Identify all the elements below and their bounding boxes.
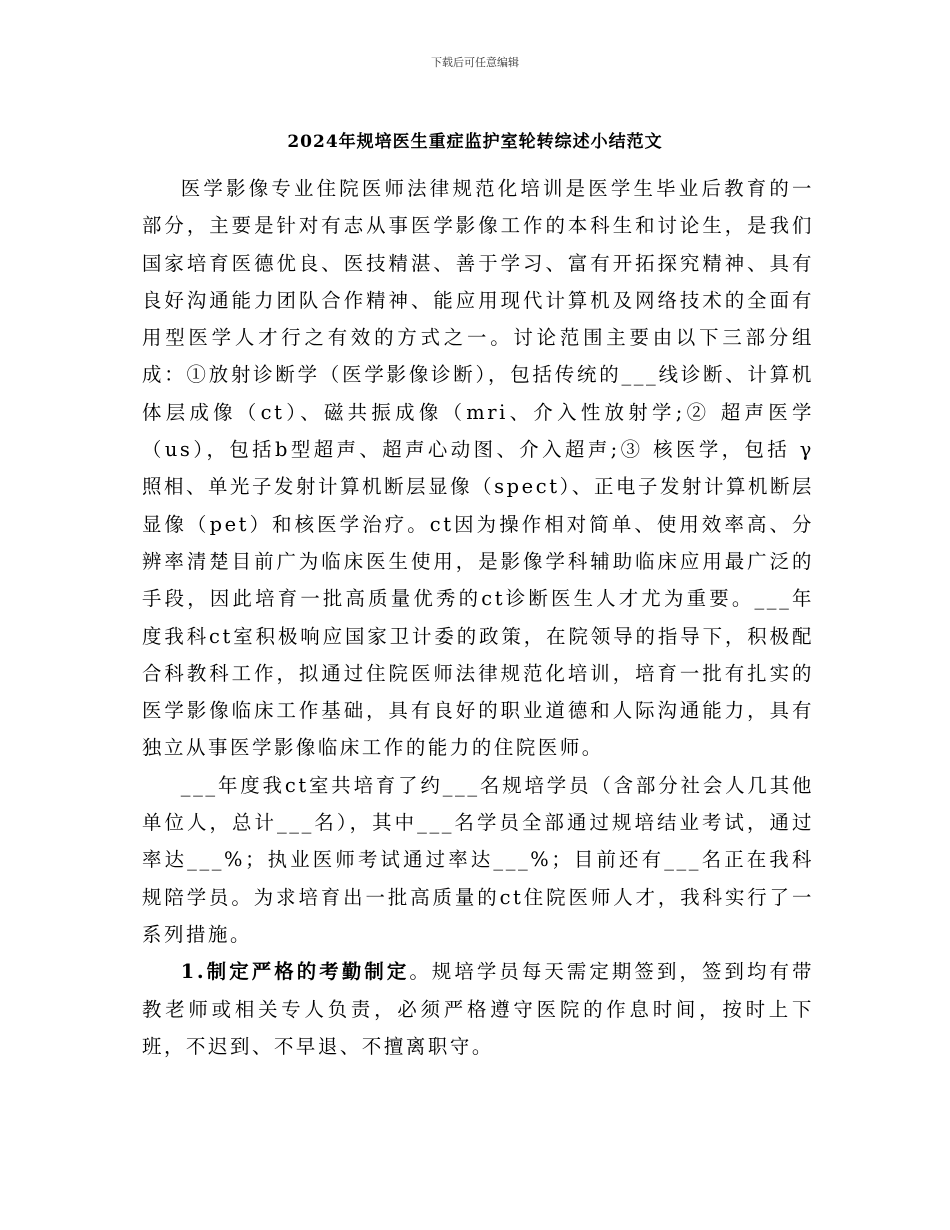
item-1-heading: 1.制定严格的考勤制定 xyxy=(180,960,410,984)
header-note: 下载后可任意编辑 xyxy=(431,56,519,69)
document-body xyxy=(142,170,814,1065)
document-title: 2024年规培医生重症监护室轮转综述小结范文 xyxy=(287,132,663,152)
paragraph-item-1 xyxy=(142,953,814,1065)
paragraph-statistics: ___年度我ct室共培育了约___名规培学员（含部分社会人几其他单位人，总计___名），其中___名学员全部通过规培结业考试，通过率达___%；执业医师考试通过率达___%；目前还有___名正在我科规陪学员。为求培育出一批高质量的ct住院医师人才，我科实行了一系列措施。 xyxy=(142,773,814,946)
item-1-text: 。规培学员每天需定期签到，签到均有带教老师或相关专人负责，必须严格遵守医院的作息时间，按时上下班，不迟到、不早退、不擅离职守。 xyxy=(142,960,814,1058)
paragraph-intro: 医学影像专业住院医师法律规范化培训是医学生毕业后教育的一部分，主要是针对有志从事医学影像工作的本科生和讨论生，是我们国家培育医德优良、医技精湛、善于学习、富有开拓探究精神、具有良好沟通能力团队合作精神、能应用现代计算机及网络技术的全面有用型医学人才行之有效的方式之一。讨论范围主要由以下三部分组成：①放射诊断学（医学影像诊断），包括传统的___线诊断、计算机体层成像（ct）、磁共振成像（mri、介入性放射学;② 超声医学（us），包括b型超声、超声心动图、介入超声;③ 核医学，包括 γ 照相、单光子发射计算机断层显像（spect）、正电子发射计算机断层显像（pet）和核医学治疗。ct因为操作相对简单、使用效率高、分辨率清楚目前广为临床医生使用，是影像学科辅助临床应用最广泛的手段，因此培育一批高质量优秀的ct诊断医生人才尤为重要。___年度我科ct室积极响应国家卫计委的政策，在院领导的指导下，积极配合科教科工作，拟通过住院医师法律规范化培训，培育一批有扎实的医学影像临床工作基础，具有良好的职业道德和人际沟通能力，具有独立从事医学影像临床工作的能力的住院医师。 xyxy=(142,177,814,760)
